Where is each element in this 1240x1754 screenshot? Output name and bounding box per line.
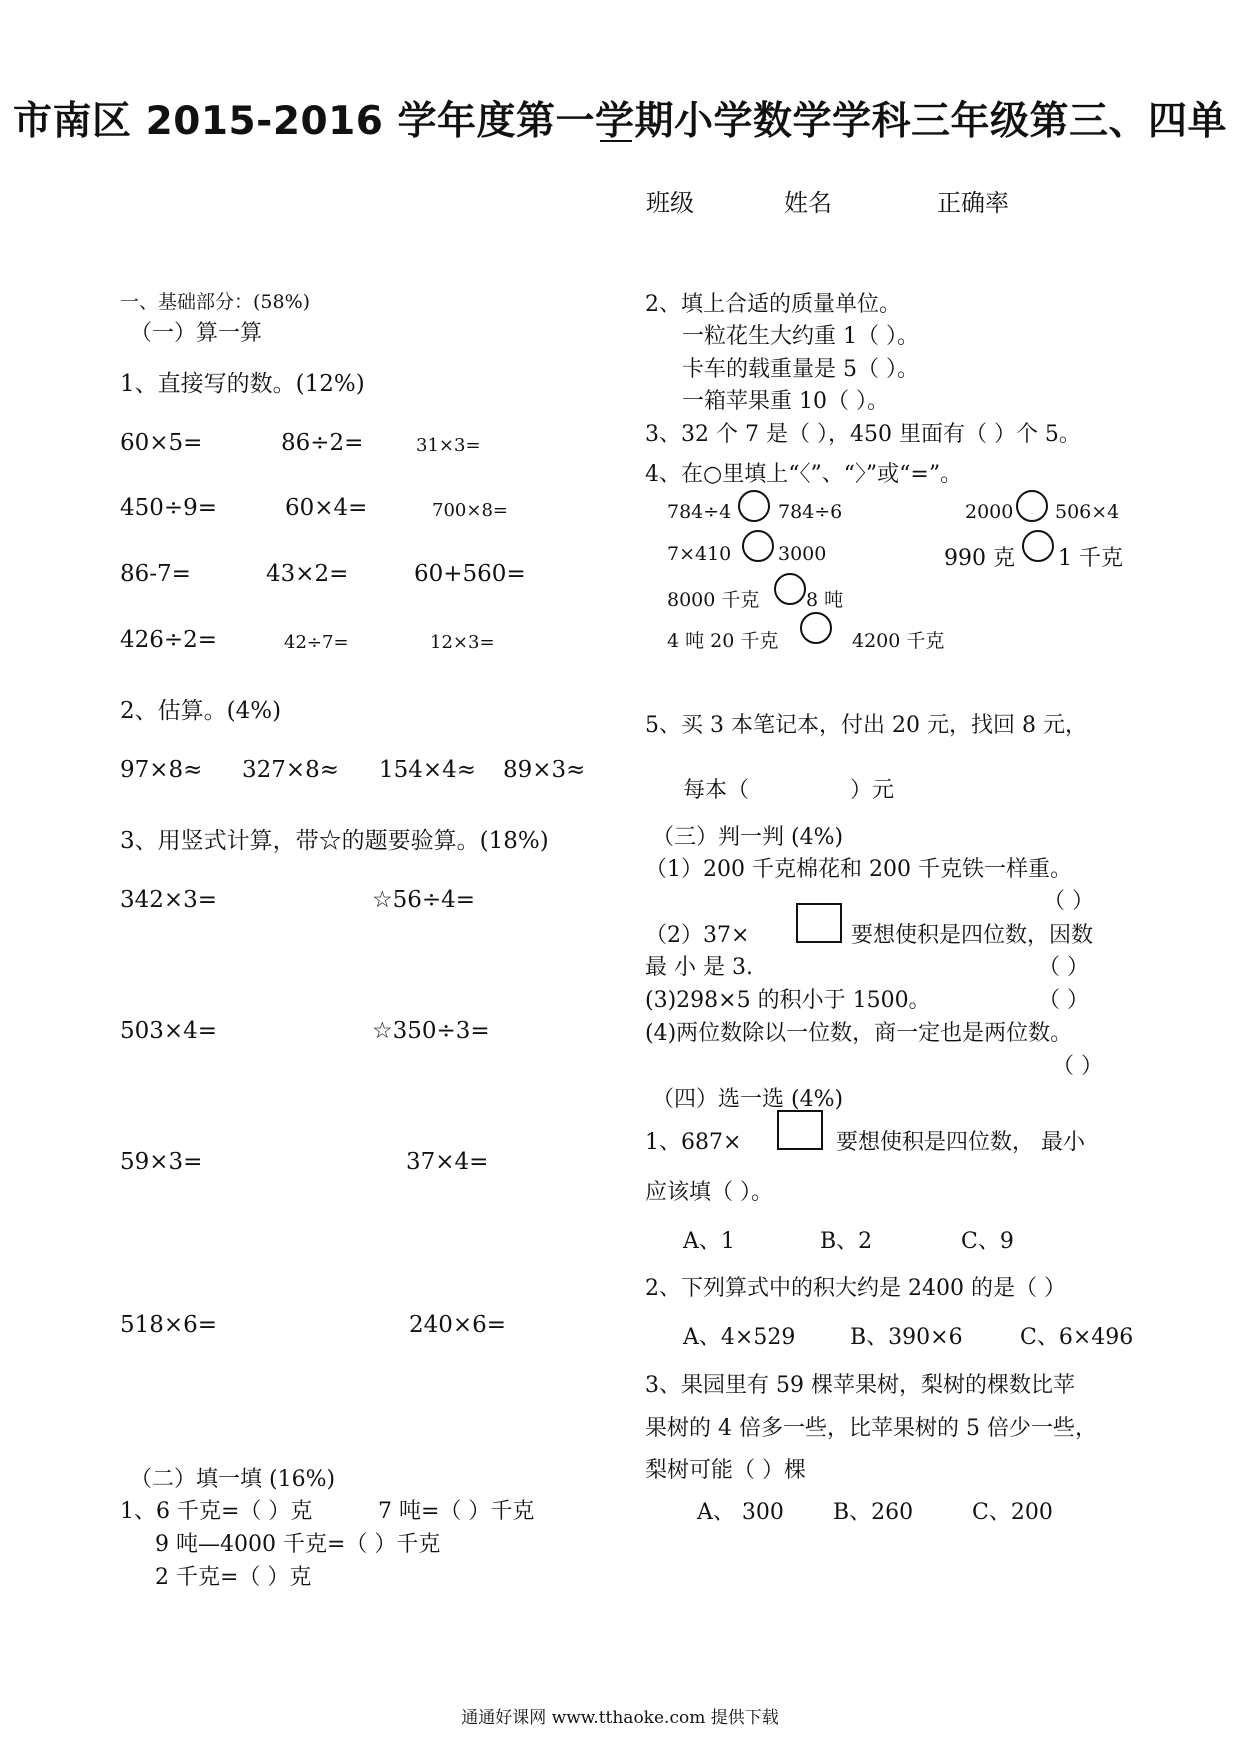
choose-item: 2、下列算式中的积大约是 2400 的是（ ） [645, 1276, 1066, 1301]
page-title: 市南区 2015-2016 学年度第一学期小学数学学科三年级第三、四单 [13, 99, 1227, 144]
compare-right: 8 吨 [806, 589, 844, 611]
q3-item: ☆56÷4= [372, 887, 476, 913]
compare-right: 784÷6 [778, 501, 843, 523]
judge-item: （1）200 千克棉花和 200 千克铁一样重。 [645, 857, 1072, 882]
compare-circle [774, 573, 806, 605]
fill-item: 7 吨=（ ）千克 [378, 1499, 535, 1524]
compare-circle [1016, 490, 1048, 522]
q3-item: 503×4= [120, 1018, 218, 1044]
title-continuation-dash [600, 140, 632, 142]
choose-option: C、6×496 [1020, 1325, 1134, 1350]
compare-circle [800, 612, 832, 644]
compare-left: 8000 千克 [667, 589, 760, 611]
r5-question: 5、买 3 本笔记本，付出 20 元，找回 8 元， [645, 713, 1087, 738]
compare-left: 990 克 [944, 546, 1015, 571]
q1-item: 43×2= [266, 561, 349, 587]
q1-item: 60+560= [414, 561, 526, 587]
q1-item: 86-7= [120, 561, 191, 587]
compare-left: 7×410 [667, 543, 732, 565]
q2-item: 327×8≈ [242, 757, 340, 783]
judge-item: 最 小 是 3. [645, 955, 753, 980]
section-basic-heading: 一、基础部分：(58%) [120, 291, 311, 313]
fill-item: 9 吨—4000 千克=（ ）千克 [155, 1532, 441, 1557]
compare-left: 784÷4 [667, 501, 732, 523]
compare-circle [738, 490, 770, 522]
q3-item: 342×3= [120, 887, 218, 913]
r3-question: 3、32 个 7 是（ ），450 里面有（ ）个 5。 [645, 422, 1081, 447]
judge-paren: （ ） [1038, 955, 1089, 980]
choose-option: A、1 [683, 1229, 735, 1254]
q1-item: 426÷2= [120, 627, 218, 653]
choose-option: C、9 [961, 1229, 1014, 1254]
fill-heading: （二）填一填 (16%) [130, 1467, 336, 1492]
q2-item: 89×3≈ [503, 757, 586, 783]
judge-heading: （三）判一判 (4%) [652, 825, 844, 850]
q1-item: 60×5= [120, 430, 203, 456]
choose-item: 3、果园里有 59 棵苹果树，梨树的棵数比苹 [645, 1373, 1075, 1398]
judge-item: 要想使积是四位数，因数 [851, 923, 1094, 948]
compare-left: 2000 [965, 501, 1014, 523]
q1-item: 700×8= [432, 500, 508, 521]
judge-item: (3)298×5 的积小于 1500。 [645, 988, 931, 1013]
r5-answer-right: ）元 [850, 778, 895, 803]
judge-paren: （ ） [1052, 1054, 1103, 1079]
q1-title: 1、直接写的数。(12%) [120, 371, 365, 397]
compare-right: 506×4 [1055, 501, 1120, 523]
r5-answer-left: 每本（ [683, 778, 750, 803]
judge-item: （2）37× [645, 923, 750, 948]
choose-heading: （四）选一选 (4%) [652, 1087, 844, 1112]
fill-item: 1、6 千克=（ ）克 [120, 1499, 313, 1524]
class-label: 班级 [646, 189, 694, 217]
q3-item: 59×3= [120, 1149, 203, 1175]
answer-box [796, 903, 842, 943]
q1-item: 31×3= [416, 435, 481, 456]
q1-item: 60×4= [285, 495, 368, 521]
r2-title: 2、填上合适的质量单位。 [645, 292, 901, 317]
q3-title: 3、用竖式计算，带☆的题要验算。(18%) [120, 828, 549, 854]
choose-option: B、2 [820, 1229, 873, 1254]
r4-title: 4、在○里填上“〈”、“〉”或“=”。 [645, 462, 963, 487]
choose-option: A、4×529 [683, 1325, 796, 1350]
q1-item: 12×3= [430, 632, 495, 653]
q3-item: 240×6= [409, 1312, 507, 1338]
r2-item: 一粒花生大约重 1（ ）。 [682, 324, 919, 349]
r2-item: 一箱苹果重 10（ ）。 [682, 389, 889, 414]
q2-item: 154×4≈ [379, 757, 477, 783]
footer-credit: 通通好课网 www.tthaoke.com 提供下载 [461, 1708, 779, 1728]
choose-option: A、 300 [697, 1500, 784, 1525]
compare-right: 4200 千克 [852, 630, 945, 652]
choose-option: C、200 [972, 1500, 1053, 1525]
accuracy-label: 正确率 [937, 189, 1009, 217]
compare-circle [1022, 530, 1054, 562]
fill-item: 2 千克=（ ）克 [155, 1565, 312, 1590]
judge-paren: （ ） [1043, 889, 1094, 914]
q3-item: 37×4= [406, 1149, 489, 1175]
choose-item: 果树的 4 倍多一些，比苹果树的 5 倍少一些， [645, 1416, 1097, 1441]
q1-item: 450÷9= [120, 495, 218, 521]
compare-right: 1 千克 [1058, 546, 1123, 571]
compare-right: 3000 [778, 543, 827, 565]
q2-title: 2、估算。(4%) [120, 698, 282, 724]
compare-circle [742, 530, 774, 562]
choose-item: 梨树可能（ ）棵 [645, 1458, 806, 1483]
choose-item: 要想使积是四位数， 最小 [836, 1130, 1085, 1155]
judge-item: (4)两位数除以一位数，商一定也是两位数。 [645, 1021, 1073, 1046]
q2-item: 97×8≈ [120, 757, 203, 783]
q3-item: ☆350÷3= [372, 1018, 490, 1044]
judge-paren: （ ） [1038, 988, 1089, 1013]
choose-item: 1、687× [645, 1130, 742, 1155]
calc-subheading: （一）算一算 [130, 321, 263, 346]
answer-box [777, 1110, 823, 1150]
q1-item: 86÷2= [281, 430, 364, 456]
choose-option: B、390×6 [850, 1325, 963, 1350]
name-label: 姓名 [784, 189, 832, 217]
compare-left: 4 吨 20 千克 [667, 630, 779, 652]
choose-item: 应该填（ ）。 [645, 1180, 773, 1205]
q1-item: 42÷7= [284, 632, 349, 653]
choose-option: B、260 [833, 1500, 914, 1525]
r2-item: 卡车的载重量是 5（ ）。 [682, 357, 919, 382]
q3-item: 518×6= [120, 1312, 218, 1338]
